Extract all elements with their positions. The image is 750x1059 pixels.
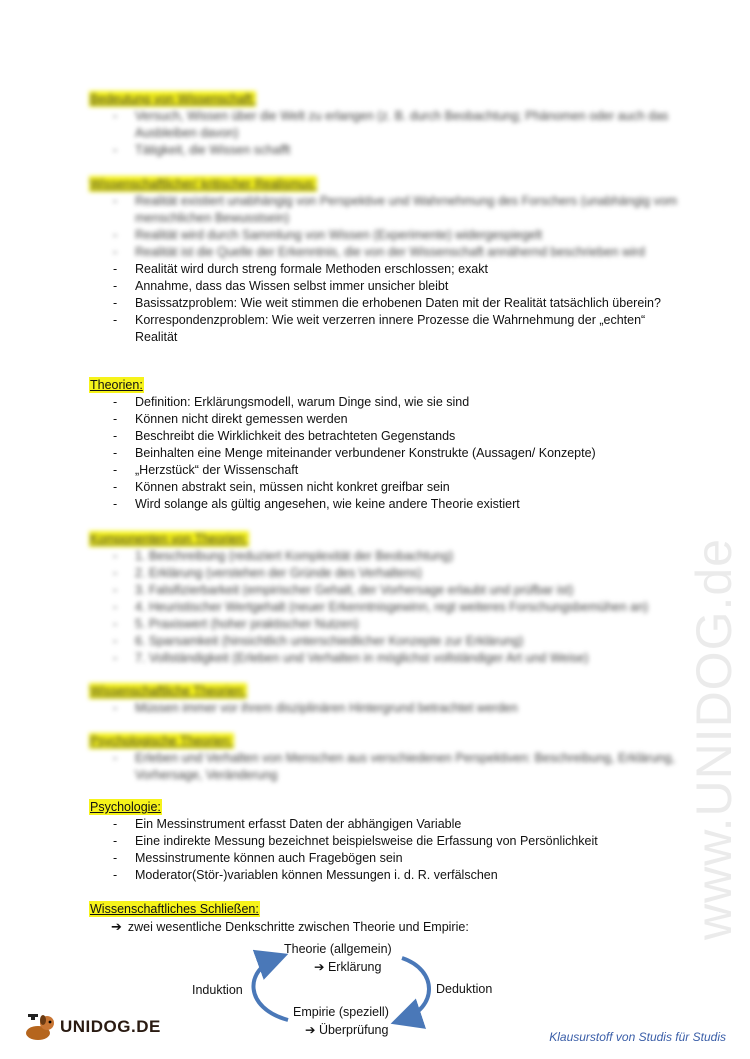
arrow-icon: ➔ — [305, 1023, 319, 1037]
list-item-text: 2. Erklärung (verstehen der Gründe des Verhaltens) — [135, 566, 422, 580]
list-item — [89, 633, 679, 650]
bullet-dash: - — [113, 634, 118, 648]
list-item — [89, 295, 679, 312]
bullet-dash: - — [113, 463, 118, 477]
inference-diagram — [180, 938, 510, 1038]
list-item-text: Versuch, Wissen über die Welt zu erlangen (z. B. durch Beobachtung; Phänomen oder auch das Ausbleiben davon) — [135, 109, 669, 140]
section — [89, 732, 679, 784]
diagram-right-label: Deduktion — [436, 982, 493, 996]
list-item-text: Korrespondenzproblem: Wie weit verzerren innere Prozesse die Wahrnehmung der „echten“ Realität — [135, 313, 646, 344]
list-item-text: Realität ist die Quelle der Erkenntnis, die von der Wissenschaft annähernd beschrieben wird — [135, 245, 645, 259]
bullet-dash: - — [113, 480, 118, 494]
induction-arrow — [253, 958, 288, 1020]
section-heading: Theorien: — [90, 378, 143, 392]
bullet-dash: - — [113, 701, 118, 715]
bullet-dash: - — [113, 651, 118, 665]
bullet-dash: - — [113, 228, 118, 242]
list-item — [89, 548, 679, 565]
list-item — [89, 496, 679, 513]
list-item — [89, 867, 679, 884]
list-item-text: Messinstrumente können auch Fragebögen sein — [135, 851, 403, 865]
list-item — [89, 227, 679, 244]
list-item — [89, 833, 679, 850]
bullet-list — [89, 816, 679, 884]
list-item-text: Können nicht direkt gemessen werden — [135, 412, 348, 426]
section — [89, 376, 679, 513]
list-item-text: 6. Sparsamkeit (hinsichtlich unterschiedlicher Konzepte zur Erklärung) — [135, 634, 524, 648]
list-item — [89, 411, 679, 428]
logo — [22, 1012, 161, 1042]
list-item-text: 5. Praxiswert (hoher praktischer Nutzen) — [135, 617, 359, 631]
list-item — [89, 394, 679, 411]
bullet-dash: - — [113, 497, 118, 511]
bullet-dash: - — [113, 868, 118, 882]
bullet-dash: - — [113, 245, 118, 259]
deduction-arrow — [402, 958, 429, 1020]
list-item — [89, 193, 679, 227]
list-item-text: Ein Messinstrument erfasst Daten der abhängigen Variable — [135, 817, 462, 831]
list-item-text: Wird solange als gültig angesehen, wie keine andere Theorie existiert — [135, 497, 520, 511]
list-item — [89, 142, 679, 159]
list-item-text: Erleben und Verhalten von Menschen aus verschiedenen Perspektiven: Beschreibung, Erklärung, Vorhersage, Veränderung — [135, 751, 675, 782]
list-item — [89, 582, 679, 599]
bullet-dash: - — [113, 194, 118, 208]
section-heading: Wissenschaftliches Schließen: — [90, 902, 259, 916]
section — [89, 798, 679, 884]
list-item-text: Beinhalten eine Menge miteinander verbundener Konstrukte (Aussagen/ Konzepte) — [135, 446, 596, 460]
list-item-text: 7. Vollständigkeit (Erleben und Verhalten in möglichst vollständiger Art und Weise) — [135, 651, 589, 665]
bullet-list — [89, 193, 679, 346]
list-item-text: Moderator(Stör-)variablen können Messungen i. d. R. verfälschen — [135, 868, 498, 882]
section-heading: Bedeutung von Wissenschaft: — [90, 92, 256, 106]
diagram-bottom-label: Empirie (speziell) — [293, 1005, 389, 1019]
watermark: www.UNIDOG.de — [686, 538, 742, 940]
bullet-list — [89, 750, 679, 784]
arrow-line-text: zwei wesentliche Denkschritte zwischen Theorie und Empirie: — [127, 920, 469, 934]
list-item — [89, 599, 679, 616]
arrow-icon: ➔ — [314, 960, 328, 974]
list-item — [89, 650, 679, 667]
diagram-top-sub: ➔ Erklärung — [314, 960, 382, 974]
list-item — [89, 850, 679, 867]
list-item — [89, 108, 679, 142]
bullet-dash: - — [113, 566, 118, 580]
bullet-dash: - — [113, 600, 118, 614]
footer-tagline: Klausurstoff von Studis für Studis — [549, 1030, 726, 1044]
section — [89, 90, 679, 159]
bullet-dash: - — [113, 851, 118, 865]
bullet-dash: - — [113, 549, 118, 563]
bullet-dash: - — [113, 583, 118, 597]
bullet-dash: - — [113, 143, 118, 157]
bullet-dash: - — [113, 446, 118, 460]
list-item-text: Definition: Erklärungsmodell, warum Dinge sind, wie sie sind — [135, 395, 470, 409]
list-item — [89, 750, 679, 784]
bullet-dash: - — [113, 296, 118, 310]
section — [89, 175, 679, 346]
bullet-list — [89, 394, 679, 513]
list-item — [89, 445, 679, 462]
bullet-list — [89, 548, 679, 667]
list-item-text: 1. Beschreibung (reduziert Komplexität der Beobachtung) — [135, 549, 454, 563]
list-item-text: Eine indirekte Messung bezeichnet beispielsweise die Erfassung von Persönlichkeit — [135, 834, 598, 848]
section-heading: Wissenschaftliche Theorien: — [90, 684, 247, 698]
diagram-bottom-sub: ➔ Überprüfung — [305, 1023, 389, 1037]
list-item — [89, 428, 679, 445]
section-heading: Wissenschaftlicher/ kritischer Realismus: — [90, 177, 317, 191]
list-item-text: Basissatzproblem: Wie weit stimmen die erhobenen Daten mit der Realität tatsächlich überein? — [135, 296, 661, 310]
bullet-dash: - — [113, 834, 118, 848]
bullet-dash: - — [113, 817, 118, 831]
list-item-text: Realität wird durch Sammlung von Wissen (Experimente) widergespiegelt — [135, 228, 543, 242]
section — [89, 900, 679, 936]
bullet-dash: - — [113, 617, 118, 631]
arrow-icon: ➔ — [111, 919, 122, 934]
bullet-dash: - — [113, 429, 118, 443]
bullet-list — [89, 108, 679, 159]
logo-text: UNIDOG.DE — [60, 1017, 161, 1036]
bullet-dash: - — [113, 395, 118, 409]
section — [89, 530, 679, 667]
list-item — [89, 700, 679, 717]
section-heading: Komponenten von Theorien: — [90, 532, 248, 546]
bullet-dash: - — [113, 262, 118, 276]
bullet-list — [89, 700, 679, 717]
list-item — [89, 261, 679, 278]
list-item — [89, 462, 679, 479]
list-item — [89, 479, 679, 496]
list-item-text: Beschreibt die Wirklichkeit des betrachteten Gegenstands — [135, 429, 456, 443]
list-item — [89, 312, 679, 346]
list-item-text: 4. Heuristischer Wertgehalt (neuer Erkenntnisgewinn, regt weiteres Forschungsbemühen an) — [135, 600, 649, 614]
bullet-dash: - — [113, 109, 118, 123]
list-item-text: Tätigkeit, die Wissen schafft — [135, 143, 291, 157]
diagram-top-label: Theorie (allgemein) — [284, 942, 392, 956]
list-item-text: Müssen immer vor ihrem disziplinären Hintergrund betrachtet werden — [135, 701, 518, 715]
list-item — [89, 616, 679, 633]
bullet-dash: - — [113, 412, 118, 426]
list-item — [89, 278, 679, 295]
section-heading: Psychologische Theorien: — [90, 734, 233, 748]
list-item-text: 3. Falsifizierbarkeit (empirischer Gehalt, der Vorhersage erlaubt und prüfbar ist) — [135, 583, 574, 597]
list-item-text: Annahme, dass das Wissen selbst immer unsicher bleibt — [135, 279, 449, 293]
bullet-dash: - — [113, 279, 118, 293]
list-item-text: „Herzstück“ der Wissenschaft — [135, 463, 299, 477]
list-item — [89, 565, 679, 582]
diagram-left-label: Induktion — [192, 983, 243, 997]
section — [89, 682, 679, 717]
list-item-text: Realität existiert unabhängig von Perspektive und Wahrnehmung des Forschers (unabhängig vom menschlichen Bewusstsein) — [135, 194, 678, 225]
dog-icon — [22, 1012, 56, 1042]
list-item — [89, 816, 679, 833]
bullet-dash: - — [113, 313, 118, 327]
arrow-line — [89, 918, 679, 936]
section-heading: Psychologie: — [90, 800, 161, 814]
list-item-text: Realität wird durch streng formale Methoden erschlossen; exakt — [135, 262, 488, 276]
list-item — [89, 244, 679, 261]
list-item-text: Können abstrakt sein, müssen nicht konkret greifbar sein — [135, 480, 450, 494]
bullet-dash: - — [113, 751, 118, 765]
